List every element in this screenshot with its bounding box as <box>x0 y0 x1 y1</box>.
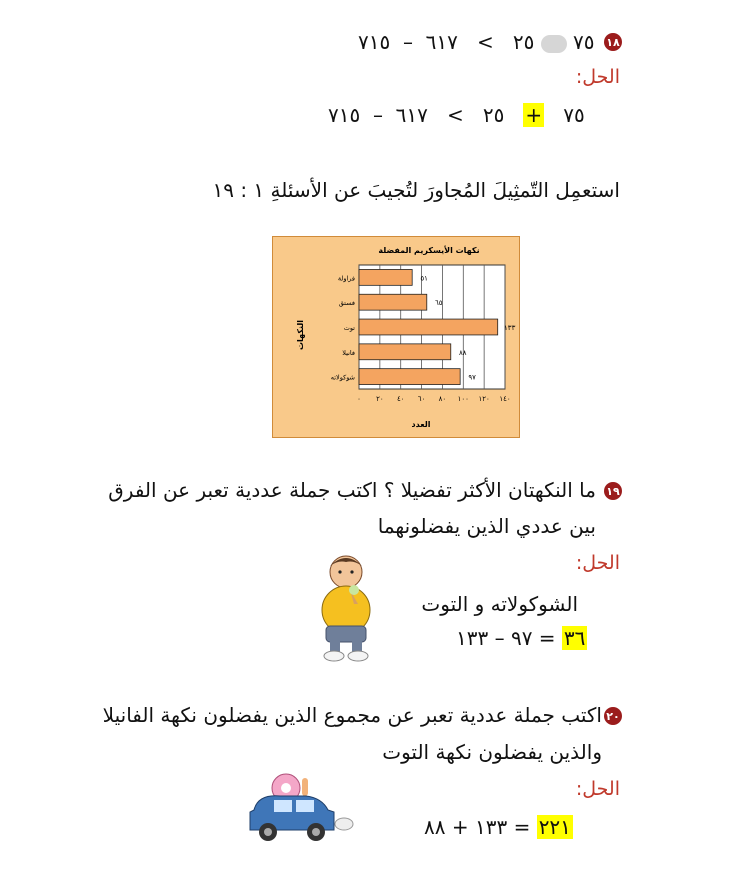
chart-value-label: ٨٨ <box>459 348 467 357</box>
q20-operand-a: ٨٨ <box>424 815 446 839</box>
chart-x-tick-label: ٤٠ <box>396 395 405 403</box>
q19-operand-a: ١٣٣ <box>456 626 489 650</box>
chart-x-label: العدد <box>411 420 431 429</box>
q19-text-line2: بين عددي الذين يفضلونهما <box>377 514 596 538</box>
chart-bar <box>359 319 498 335</box>
q18-answer-minus: – <box>372 103 383 127</box>
q18-answer-a: ٢٥ <box>482 103 505 127</box>
q20-plus: + <box>451 815 469 839</box>
chart-value-label: ٥١ <box>420 274 428 283</box>
q20-text-line1: اكتب جملة عددية تعبر عن مجموع الذين يفضلون نكهة الفانيلا <box>102 703 602 727</box>
chart-y-label: النكهات <box>296 320 305 350</box>
chart-x-tick-label: ١٢٠ <box>478 395 490 403</box>
chart-x-tick-label: ١٠٠ <box>457 395 469 403</box>
question-number-19: ١٩ <box>604 482 622 500</box>
chart-bar <box>359 294 427 310</box>
chart-x-tick-label: ٨٠ <box>438 395 447 403</box>
chart-x-tick-label: ٦٠ <box>417 395 426 403</box>
chart-x-tick-label: ٢٠ <box>376 395 384 403</box>
q20-equals: = <box>513 815 531 839</box>
q18-blank-oval <box>541 35 567 53</box>
chart-bar <box>359 369 460 385</box>
chart-bar <box>359 269 412 285</box>
question-number-20: ٢٠ <box>604 707 622 725</box>
q18-answer-b: ٧٥ <box>563 103 585 127</box>
car-with-donut-illustration <box>244 770 354 854</box>
q20-text-line2: والذين يفضلون نكهة التوت <box>382 740 602 764</box>
question-number-18: ١٨ <box>604 33 622 51</box>
boy-eating-ice-cream-illustration <box>306 552 386 666</box>
q19-text-line1: ما النكهتان الأكثر تفضيلا ؟ اكتب جملة عددية تعبر عن الفرق <box>108 478 596 502</box>
q18-value-left: ٧١٥ <box>358 30 391 54</box>
chart-svg <box>273 237 519 437</box>
q18-answer-right: ٦١٧ <box>395 103 428 127</box>
q18-answer-operator: + <box>525 103 543 127</box>
chart-category-label: شوكولاته <box>330 373 355 382</box>
instruction-text: استعمِل التّمثِيلَ المُجاورَ لتُجيبَ عن الأسئلةِ ١ : ١٩ <box>212 178 620 202</box>
q19-answer-text: الشوكولاته و التوت <box>421 592 578 616</box>
ice-cream-chart <box>272 236 520 438</box>
q18-minus: – <box>402 30 413 54</box>
q19-result: ٣٦ <box>563 626 586 650</box>
q18-answer-left: ٧١٥ <box>328 103 361 127</box>
q18-problem <box>358 30 595 54</box>
q20-operand-b: ١٣٣ <box>474 815 508 839</box>
q20-result: ٢٢١ <box>538 815 571 839</box>
chart-value-label: ٦٥ <box>435 299 443 308</box>
q19-solution-label: الحل: <box>575 552 620 574</box>
chart-category-label: توت <box>343 324 355 332</box>
q18-solution-label: الحل: <box>575 66 620 88</box>
q19-operand-b: ٩٧ <box>510 626 533 650</box>
chart-bar <box>359 344 451 360</box>
q18-value-right: ٦١٧ <box>425 30 458 54</box>
chart-x-tick-label: ١٤٠ <box>499 395 511 403</box>
chart-plot-area <box>331 265 516 403</box>
chart-category-label: فستق <box>338 299 355 308</box>
q18-compare: > <box>476 30 494 54</box>
q18-answer <box>328 103 585 127</box>
q18-value-b: ٧٥ <box>573 30 595 54</box>
chart-title: نكهات الأيسكريم المفضلة <box>378 246 480 255</box>
chart-category-label: فراولة <box>337 274 355 283</box>
q18-value-a: ٢٥ <box>512 30 535 54</box>
q19-minus: – <box>494 626 505 650</box>
car-icon <box>244 770 354 850</box>
q19-equation <box>456 626 587 650</box>
chart-x-tick-label: ٠ <box>357 395 361 403</box>
boy-icon <box>306 552 386 662</box>
q20-solution-label: الحل: <box>575 778 620 800</box>
chart-category-label: فانيلا <box>342 348 355 357</box>
chart-value-label: ٩٧ <box>468 373 476 382</box>
q20-equation <box>424 815 573 839</box>
q18-answer-compare: > <box>446 103 464 127</box>
chart-value-label: ١٣٣ <box>504 324 516 332</box>
q19-equals: = <box>538 626 556 650</box>
